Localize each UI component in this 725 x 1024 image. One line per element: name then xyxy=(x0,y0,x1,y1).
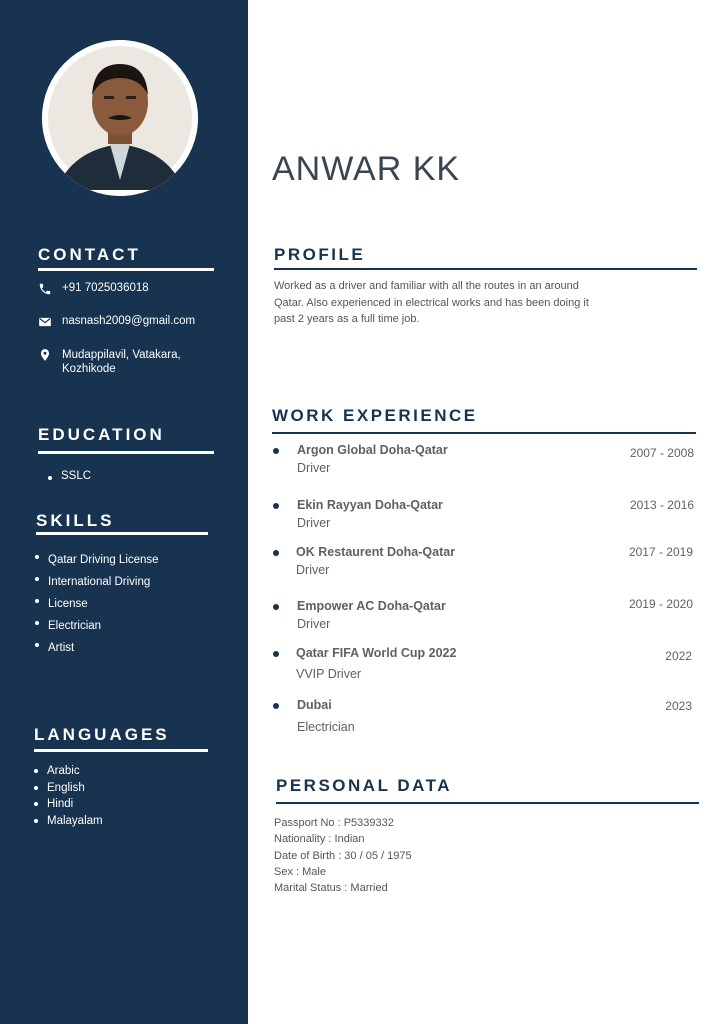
language-item: English xyxy=(33,780,103,797)
job-years: 2007 - 2008 xyxy=(629,446,694,460)
contact-address xyxy=(38,348,181,376)
job-role: Electrician xyxy=(297,720,355,734)
passport-number: Passport No : P5339332 xyxy=(274,817,394,829)
skills-heading: SKILLS xyxy=(36,511,115,530)
contact-phone xyxy=(38,282,149,296)
job-company: Dubai xyxy=(297,698,332,712)
phone-text[interactable]: +91 7025036018 xyxy=(62,282,149,294)
personal-data-list xyxy=(274,815,412,896)
education-list xyxy=(47,470,91,482)
job-company: Ekin Rayyan Doha-Qatar xyxy=(297,498,443,512)
bullet-icon xyxy=(273,550,279,556)
skills-divider xyxy=(36,532,208,535)
profile-line-3: past 2 years as a full time job. xyxy=(274,313,420,325)
profile-text xyxy=(274,278,634,328)
profile-photo xyxy=(42,40,198,196)
profile-divider xyxy=(274,268,697,270)
bullet-icon xyxy=(273,703,279,709)
job-years: 2013 - 2016 xyxy=(629,498,694,512)
phone-icon xyxy=(38,282,52,296)
contact-divider xyxy=(38,268,214,271)
job-company: Argon Global Doha-Qatar xyxy=(297,443,448,457)
profile-line-2: Qatar. Also experienced in electrical works and has been doing it xyxy=(274,296,589,309)
sex: Sex : Male xyxy=(274,865,326,878)
job-role: Driver xyxy=(297,617,331,631)
languages-divider xyxy=(34,749,208,752)
personal-data-divider xyxy=(276,802,699,804)
education-heading: EDUCATION xyxy=(38,425,165,444)
candidate-name: ANWAR KK xyxy=(272,150,461,188)
language-item: Hindi xyxy=(33,796,103,813)
contact-email xyxy=(38,315,195,329)
job-years: 2019 - 2020 xyxy=(628,597,693,611)
skills-list xyxy=(34,549,159,659)
address-text xyxy=(62,348,181,376)
address-line-2: Kozhikode xyxy=(62,363,116,375)
job-role: Driver xyxy=(297,461,331,475)
date-of-birth: Date of Birth : 30 / 05 / 1975 xyxy=(274,849,412,862)
location-pin-icon xyxy=(38,348,52,362)
work-experience-heading: WORK EXPERIENCE xyxy=(272,406,478,425)
education-item: SSLC xyxy=(47,470,91,482)
skill-item: Electrician xyxy=(34,615,159,637)
skill-item: Artist xyxy=(34,637,159,659)
personal-data-heading: PERSONAL DATA xyxy=(276,776,453,795)
job-role: Driver xyxy=(297,516,331,530)
job-company: OK Restaurent Doha-Qatar xyxy=(296,545,456,559)
bullet-icon xyxy=(273,604,279,610)
skill-item: License xyxy=(34,593,159,615)
bullet-icon xyxy=(273,651,279,657)
profile-line-1: Worked as a driver and familiar with all the routes in an around xyxy=(274,280,579,292)
email-text[interactable]: nasnash2009@gmail.com xyxy=(62,315,196,327)
languages-heading: LANGUAGES xyxy=(34,725,170,744)
job-years: 2017 - 2019 xyxy=(628,545,693,559)
job-company: Empower AC Doha-Qatar xyxy=(297,599,446,613)
job-years: 2023 xyxy=(665,699,692,713)
marital-status: Marital Status : Married xyxy=(274,882,388,895)
profile-heading: PROFILE xyxy=(274,245,366,264)
languages-list xyxy=(33,763,103,829)
contact-heading: CONTACT xyxy=(38,245,141,264)
skill-item: International Driving xyxy=(34,571,159,593)
bullet-icon xyxy=(273,503,279,509)
job-years: 2022 xyxy=(665,649,692,663)
skill-item: Qatar Driving License xyxy=(34,549,159,571)
sidebar xyxy=(0,0,248,1024)
mail-icon xyxy=(38,315,52,329)
nationality: Nationality : Indian xyxy=(274,833,365,846)
bullet-icon xyxy=(273,448,279,454)
job-role: VVIP Driver xyxy=(296,667,362,681)
education-divider xyxy=(38,451,214,454)
language-item: Arabic xyxy=(33,763,103,780)
job-role: Driver xyxy=(296,563,330,577)
work-experience-divider xyxy=(272,432,696,434)
language-item: Malayalam xyxy=(33,813,103,830)
job-company: Qatar FIFA World Cup 2022 xyxy=(296,646,457,660)
address-line-1: Mudappilavil, Vatakara, xyxy=(62,349,181,361)
